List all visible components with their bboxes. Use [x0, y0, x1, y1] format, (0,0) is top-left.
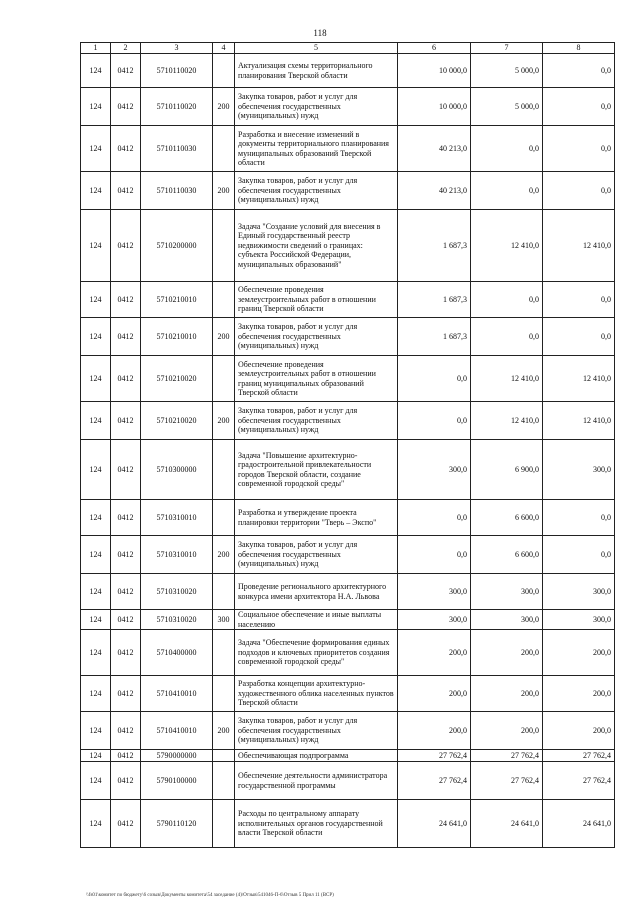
cell-amount-3: 12 410,0 [543, 356, 615, 402]
table-row [81, 676, 615, 712]
cell-expense-type: 300 [213, 610, 235, 630]
cell-target-code: 5710110020 [141, 54, 213, 88]
cell-description: Закупка товаров, работ и услуг для обеспечения государственных (муниципальных) нужд [235, 712, 398, 750]
cell-amount-3: 0,0 [543, 172, 615, 210]
cell-section-code: 0412 [111, 172, 141, 210]
table-row [81, 500, 615, 536]
cell-description: Обеспечение деятельности администратора государственной программы [235, 762, 398, 800]
cell-expense-type: 200 [213, 88, 235, 126]
cell-description: Социальное обеспечение и иные выплаты населению [235, 610, 398, 630]
cell-target-code: 5790100000 [141, 762, 213, 800]
table-row [81, 536, 615, 574]
cell-description: Задача "Обеспечение формирования единых подходов и ключевых приоритетов создания современной городской среды" [235, 630, 398, 676]
cell-section-code: 0412 [111, 126, 141, 172]
column-header: 8 [543, 43, 615, 54]
cell-admin-code: 124 [81, 282, 111, 318]
table-row [81, 762, 615, 800]
cell-amount-3: 0,0 [543, 282, 615, 318]
cell-amount-3: 300,0 [543, 440, 615, 500]
cell-section-code: 0412 [111, 750, 141, 762]
cell-section-code: 0412 [111, 712, 141, 750]
cell-target-code: 5710210010 [141, 282, 213, 318]
cell-amount-2: 6 600,0 [471, 536, 543, 574]
cell-admin-code: 124 [81, 750, 111, 762]
cell-expense-type [213, 800, 235, 848]
cell-section-code: 0412 [111, 536, 141, 574]
cell-admin-code: 124 [81, 500, 111, 536]
cell-expense-type: 200 [213, 536, 235, 574]
cell-target-code: 5710310020 [141, 610, 213, 630]
cell-expense-type [213, 574, 235, 610]
cell-section-code: 0412 [111, 356, 141, 402]
cell-admin-code: 124 [81, 54, 111, 88]
cell-amount-2: 200,0 [471, 712, 543, 750]
table-row [81, 126, 615, 172]
cell-amount-1: 0,0 [398, 402, 471, 440]
cell-amount-1: 1 687,3 [398, 282, 471, 318]
table-row [81, 574, 615, 610]
cell-admin-code: 124 [81, 574, 111, 610]
cell-expense-type [213, 630, 235, 676]
cell-admin-code: 124 [81, 210, 111, 282]
cell-amount-1: 300,0 [398, 440, 471, 500]
cell-description: Задача "Создание условий для внесения в Единый государственный реестр недвижимости сведений о границах: субъекта Российской Федерации, муниципальных образований" [235, 210, 398, 282]
cell-amount-2: 24 641,0 [471, 800, 543, 848]
cell-amount-2: 300,0 [471, 610, 543, 630]
cell-admin-code: 124 [81, 712, 111, 750]
cell-section-code: 0412 [111, 282, 141, 318]
cell-amount-1: 40 213,0 [398, 126, 471, 172]
cell-amount-2: 0,0 [471, 318, 543, 356]
cell-expense-type [213, 356, 235, 402]
cell-target-code: 5710210010 [141, 318, 213, 356]
cell-admin-code: 124 [81, 88, 111, 126]
table-row [81, 712, 615, 750]
cell-amount-3: 0,0 [543, 536, 615, 574]
cell-amount-2: 300,0 [471, 574, 543, 610]
cell-amount-3: 200,0 [543, 676, 615, 712]
cell-description: Задача "Повышение архитектурно-градостроительной привлекательности городов Тверской области, создание современной городской среды" [235, 440, 398, 500]
column-header: 2 [111, 43, 141, 54]
cell-amount-1: 10 000,0 [398, 54, 471, 88]
cell-target-code: 5710110030 [141, 172, 213, 210]
cell-description: Закупка товаров, работ и услуг для обеспечения государственных (муниципальных) нужд [235, 318, 398, 356]
cell-section-code: 0412 [111, 318, 141, 356]
cell-section-code: 0412 [111, 54, 141, 88]
cell-amount-3: 0,0 [543, 88, 615, 126]
cell-amount-2: 0,0 [471, 126, 543, 172]
table-row [81, 750, 615, 762]
cell-section-code: 0412 [111, 574, 141, 610]
cell-amount-2: 200,0 [471, 630, 543, 676]
cell-description: Закупка товаров, работ и услуг для обеспечения государственных (муниципальных) нужд [235, 172, 398, 210]
cell-expense-type [213, 282, 235, 318]
column-header: 6 [398, 43, 471, 54]
cell-target-code: 5790110120 [141, 800, 213, 848]
cell-amount-3: 300,0 [543, 574, 615, 610]
cell-description: Закупка товаров, работ и услуг для обеспечения государственных (муниципальных) нужд [235, 88, 398, 126]
cell-expense-type [213, 210, 235, 282]
cell-amount-1: 200,0 [398, 676, 471, 712]
cell-description: Разработка и утверждение проекта планировки территории "Тверь – Экспо" [235, 500, 398, 536]
column-header: 1 [81, 43, 111, 54]
cell-amount-1: 300,0 [398, 610, 471, 630]
column-header: 3 [141, 43, 213, 54]
cell-target-code: 5790000000 [141, 750, 213, 762]
cell-amount-3: 0,0 [543, 126, 615, 172]
budget-table [80, 42, 615, 848]
cell-section-code: 0412 [111, 500, 141, 536]
cell-admin-code: 124 [81, 762, 111, 800]
cell-amount-1: 1 687,3 [398, 210, 471, 282]
table-body [81, 54, 615, 848]
cell-amount-2: 12 410,0 [471, 356, 543, 402]
cell-amount-2: 12 410,0 [471, 210, 543, 282]
cell-amount-1: 300,0 [398, 574, 471, 610]
cell-amount-1: 1 687,3 [398, 318, 471, 356]
table-row [81, 440, 615, 500]
cell-amount-3: 300,0 [543, 610, 615, 630]
cell-description: Проведение регионального архитектурного конкурса имени архитектора Н.А. Львова [235, 574, 398, 610]
cell-description: Расходы по центральному аппарату исполнительных органов государственной власти Тверской области [235, 800, 398, 848]
cell-admin-code: 124 [81, 536, 111, 574]
cell-section-code: 0412 [111, 676, 141, 712]
cell-section-code: 0412 [111, 210, 141, 282]
cell-expense-type [213, 676, 235, 712]
cell-amount-1: 0,0 [398, 500, 471, 536]
cell-expense-type [213, 126, 235, 172]
cell-admin-code: 124 [81, 356, 111, 402]
cell-amount-2: 27 762,4 [471, 750, 543, 762]
cell-expense-type [213, 750, 235, 762]
cell-target-code: 5710210020 [141, 356, 213, 402]
cell-target-code: 5710410010 [141, 712, 213, 750]
cell-expense-type [213, 500, 235, 536]
cell-section-code: 0412 [111, 630, 141, 676]
cell-expense-type: 200 [213, 172, 235, 210]
cell-amount-3: 27 762,4 [543, 762, 615, 800]
cell-amount-3: 27 762,4 [543, 750, 615, 762]
table-row [81, 54, 615, 88]
cell-amount-1: 10 000,0 [398, 88, 471, 126]
cell-amount-2: 0,0 [471, 282, 543, 318]
cell-admin-code: 124 [81, 800, 111, 848]
cell-amount-3: 12 410,0 [543, 402, 615, 440]
cell-description: Закупка товаров, работ и услуг для обеспечения государственных (муниципальных) нужд [235, 402, 398, 440]
cell-target-code: 5710210020 [141, 402, 213, 440]
cell-description: Обеспечение проведения землеустроительных работ в отношении границ Тверской области [235, 282, 398, 318]
cell-amount-2: 27 762,4 [471, 762, 543, 800]
cell-amount-2: 5 000,0 [471, 88, 543, 126]
column-header: 7 [471, 43, 543, 54]
cell-amount-2: 12 410,0 [471, 402, 543, 440]
cell-admin-code: 124 [81, 402, 111, 440]
cell-expense-type [213, 762, 235, 800]
cell-description: Актуализация схемы территориального планирования Тверской области [235, 54, 398, 88]
cell-amount-3: 12 410,0 [543, 210, 615, 282]
table-row [81, 172, 615, 210]
cell-description: Обеспечивающая подпрограмма [235, 750, 398, 762]
cell-amount-1: 24 641,0 [398, 800, 471, 848]
cell-target-code: 5710400000 [141, 630, 213, 676]
cell-amount-3: 200,0 [543, 630, 615, 676]
cell-target-code: 5710110030 [141, 126, 213, 172]
cell-amount-3: 0,0 [543, 54, 615, 88]
cell-section-code: 0412 [111, 402, 141, 440]
cell-amount-1: 200,0 [398, 630, 471, 676]
cell-amount-1: 27 762,4 [398, 762, 471, 800]
cell-admin-code: 124 [81, 610, 111, 630]
table-row [81, 630, 615, 676]
table-row [81, 318, 615, 356]
cell-target-code: 5710200000 [141, 210, 213, 282]
cell-amount-3: 0,0 [543, 318, 615, 356]
cell-amount-1: 40 213,0 [398, 172, 471, 210]
cell-expense-type: 200 [213, 402, 235, 440]
cell-target-code: 5710310020 [141, 574, 213, 610]
cell-target-code: 5710410010 [141, 676, 213, 712]
cell-amount-1: 200,0 [398, 712, 471, 750]
page-number: 118 [313, 28, 327, 38]
cell-description: Разработка и внесение изменений в документы территориального планирования муниципальных образований Тверской области [235, 126, 398, 172]
column-header: 4 [213, 43, 235, 54]
cell-expense-type [213, 440, 235, 500]
cell-admin-code: 124 [81, 676, 111, 712]
cell-section-code: 0412 [111, 610, 141, 630]
cell-section-code: 0412 [111, 88, 141, 126]
cell-section-code: 0412 [111, 440, 141, 500]
table-row [81, 356, 615, 402]
table-row [81, 402, 615, 440]
cell-admin-code: 124 [81, 318, 111, 356]
cell-description: Обеспечение проведения землеустроительных работ в отношении границ муниципальных образований Тверской области [235, 356, 398, 402]
cell-description: Разработка концепции архитектурно-художественного облика населенных пунктов Тверской области [235, 676, 398, 712]
cell-target-code: 5710310010 [141, 500, 213, 536]
cell-amount-2: 6 900,0 [471, 440, 543, 500]
file-path-footer: \\fs01\комитет по бюджету\6 созыв\Документы комитета\54 заседание (4)\Отзыв\541046-П-6\Отзыв 5 Прил 11 (ВСР) [86, 893, 334, 898]
cell-section-code: 0412 [111, 762, 141, 800]
table-row [81, 88, 615, 126]
table-row [81, 800, 615, 848]
cell-section-code: 0412 [111, 800, 141, 848]
cell-expense-type: 200 [213, 318, 235, 356]
cell-admin-code: 124 [81, 440, 111, 500]
column-header: 5 [235, 43, 398, 54]
table-row [81, 282, 615, 318]
table-row [81, 610, 615, 630]
table-row [81, 210, 615, 282]
cell-target-code: 5710300000 [141, 440, 213, 500]
cell-admin-code: 124 [81, 630, 111, 676]
cell-amount-3: 0,0 [543, 500, 615, 536]
cell-amount-3: 24 641,0 [543, 800, 615, 848]
cell-amount-1: 27 762,4 [398, 750, 471, 762]
cell-admin-code: 124 [81, 172, 111, 210]
cell-amount-3: 200,0 [543, 712, 615, 750]
table-header-row [81, 43, 615, 54]
cell-amount-2: 6 600,0 [471, 500, 543, 536]
cell-expense-type [213, 54, 235, 88]
cell-amount-2: 200,0 [471, 676, 543, 712]
cell-target-code: 5710310010 [141, 536, 213, 574]
cell-description: Закупка товаров, работ и услуг для обеспечения государственных (муниципальных) нужд [235, 536, 398, 574]
cell-target-code: 5710110020 [141, 88, 213, 126]
cell-amount-1: 0,0 [398, 536, 471, 574]
cell-amount-1: 0,0 [398, 356, 471, 402]
cell-amount-2: 0,0 [471, 172, 543, 210]
cell-expense-type: 200 [213, 712, 235, 750]
cell-admin-code: 124 [81, 126, 111, 172]
cell-amount-2: 5 000,0 [471, 54, 543, 88]
